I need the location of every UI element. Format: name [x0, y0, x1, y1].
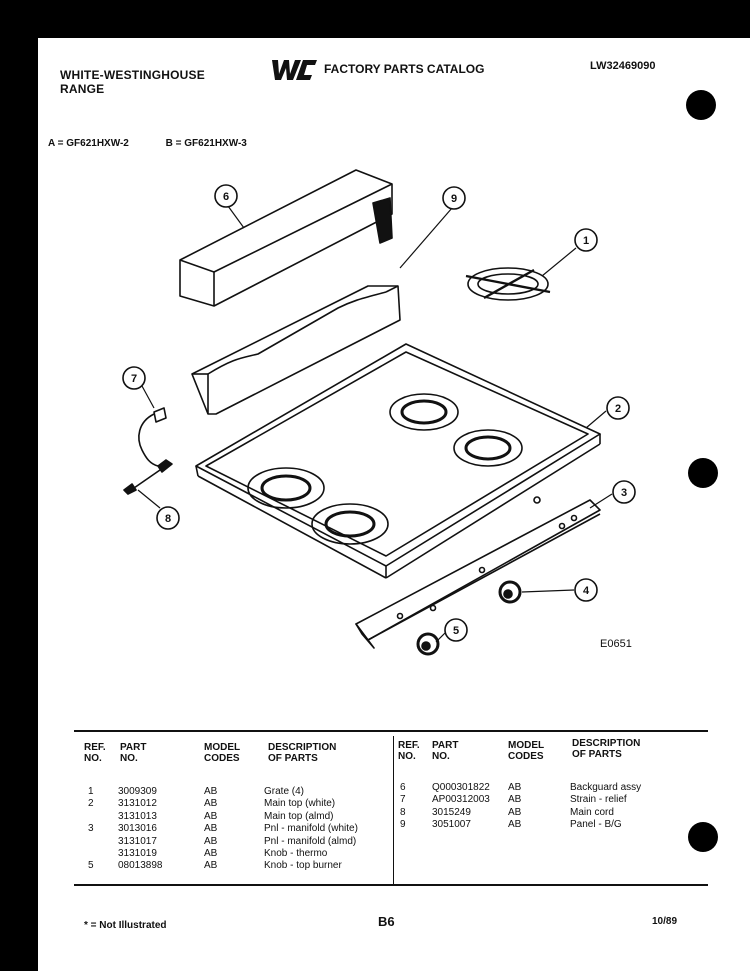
left-part-cell: 08013898: [118, 860, 163, 872]
left-desc-cell: Grate (4): [264, 786, 305, 797]
table-divider: [393, 736, 394, 886]
left-desc-cell: Knob - top burner: [264, 860, 342, 872]
left-model-cell: AB: [204, 835, 218, 847]
callout-label-6: 6: [222, 191, 230, 203]
binder-hole-bottom: [688, 822, 718, 852]
right-desc-cell: Main cord: [570, 806, 614, 818]
catalog-code: LW32469090: [590, 60, 656, 72]
cord-assembly-part: [124, 408, 172, 494]
right-model-cell: AB: [508, 782, 522, 793]
right-part-cell: 3051007: [432, 819, 471, 831]
left-desc-cell: Knob - thermo: [264, 848, 328, 859]
page-number: B6: [378, 914, 395, 929]
left-model-cell: AB: [204, 848, 218, 859]
model-a: A = GF621HXW-2: [48, 138, 129, 149]
grate-part: [466, 268, 550, 300]
right-model-cell: AB: [508, 819, 522, 831]
right-desc-cell: Backguard assy: [570, 782, 642, 793]
catalog-page: [38, 38, 750, 971]
header-model: MODEL CODES: [204, 742, 241, 764]
table-top-rule: [74, 730, 708, 732]
header-part-right: PART NO.: [432, 740, 459, 762]
right-desc-cell: Panel - B/G: [570, 819, 622, 831]
header-model-right: MODEL CODES: [508, 740, 545, 762]
left-part-cell: 3131012: [118, 798, 157, 810]
left-desc-cell: Main top (white): [264, 798, 336, 810]
left-model-cell: AB: [204, 823, 218, 835]
binder-hole-middle: [688, 458, 718, 488]
right-model-cell: AB: [508, 806, 522, 818]
left-model-cell: AB: [204, 798, 218, 810]
right-ref-cell: 6: [400, 782, 406, 793]
product-type: RANGE: [60, 82, 105, 96]
header-desc-right: DESCRIPTION OF PARTS: [572, 738, 641, 760]
left-part-cell: 3131017: [118, 835, 157, 847]
callout-label-1: 1: [582, 235, 590, 247]
left-part-cell: 3013016: [118, 823, 157, 835]
callout-label-9: 9: [450, 193, 458, 205]
right-part-cell: 3015249: [432, 806, 471, 818]
callout-label-8: 8: [164, 513, 172, 525]
right-model-cell: AB: [508, 794, 522, 806]
right-desc-cell: Strain - relief: [570, 794, 627, 806]
brand-name: WHITE-WESTINGHOUSE: [60, 68, 205, 82]
backguard-part: [180, 170, 392, 306]
knob-burner-part: [418, 634, 438, 654]
catalog-title: FACTORY PARTS CATALOG: [324, 62, 485, 76]
header-ref-right: REF. NO.: [398, 740, 420, 762]
left-part-cell: 3131019: [118, 848, 157, 859]
callout-label-7: 7: [130, 373, 138, 385]
right-ref-cell: 9: [400, 819, 406, 831]
left-ref-cell: 5: [88, 860, 94, 872]
table-bottom-rule: [74, 884, 708, 886]
left-part-cell: 3009309: [118, 786, 157, 797]
figure-code: E0651: [600, 638, 632, 650]
knob-thermo-part: [500, 582, 520, 602]
callout-label-5: 5: [452, 625, 460, 637]
left-ref-cell: 3: [88, 823, 94, 835]
callout-label-2: 2: [614, 403, 622, 415]
left-model-cell: AB: [204, 860, 218, 872]
right-ref-cell: 8: [400, 806, 406, 818]
model-b: B = GF621HXW-3: [165, 138, 247, 149]
left-ref-cell: 1: [88, 786, 94, 797]
callout-label-3: 3: [620, 487, 628, 499]
header-ref: REF. NO.: [84, 742, 106, 764]
not-illustrated-note: * = Not Illustrated: [84, 920, 167, 931]
left-desc-cell: Pnl - manifold (almd): [264, 835, 357, 847]
left-ref-cell: 2: [88, 798, 94, 810]
exploded-diagram: [38, 38, 750, 738]
binder-hole-top: [686, 90, 716, 120]
callout-label-4: 4: [582, 585, 590, 597]
left-part-cell: 3131013: [118, 810, 157, 822]
header-desc: DESCRIPTION OF PARTS: [268, 742, 337, 764]
header-part: PART NO.: [120, 742, 147, 764]
left-desc-cell: Pnl - manifold (white): [264, 823, 358, 835]
left-model-cell: AB: [204, 810, 218, 822]
right-part-cell: Q000301822: [432, 782, 490, 793]
left-model-cell: AB: [204, 786, 218, 797]
right-part-cell: AP00312003: [432, 794, 490, 806]
catalog-date: 10/89: [652, 916, 678, 927]
left-desc-cell: Main top (almd): [264, 810, 334, 822]
right-ref-cell: 7: [400, 794, 406, 806]
